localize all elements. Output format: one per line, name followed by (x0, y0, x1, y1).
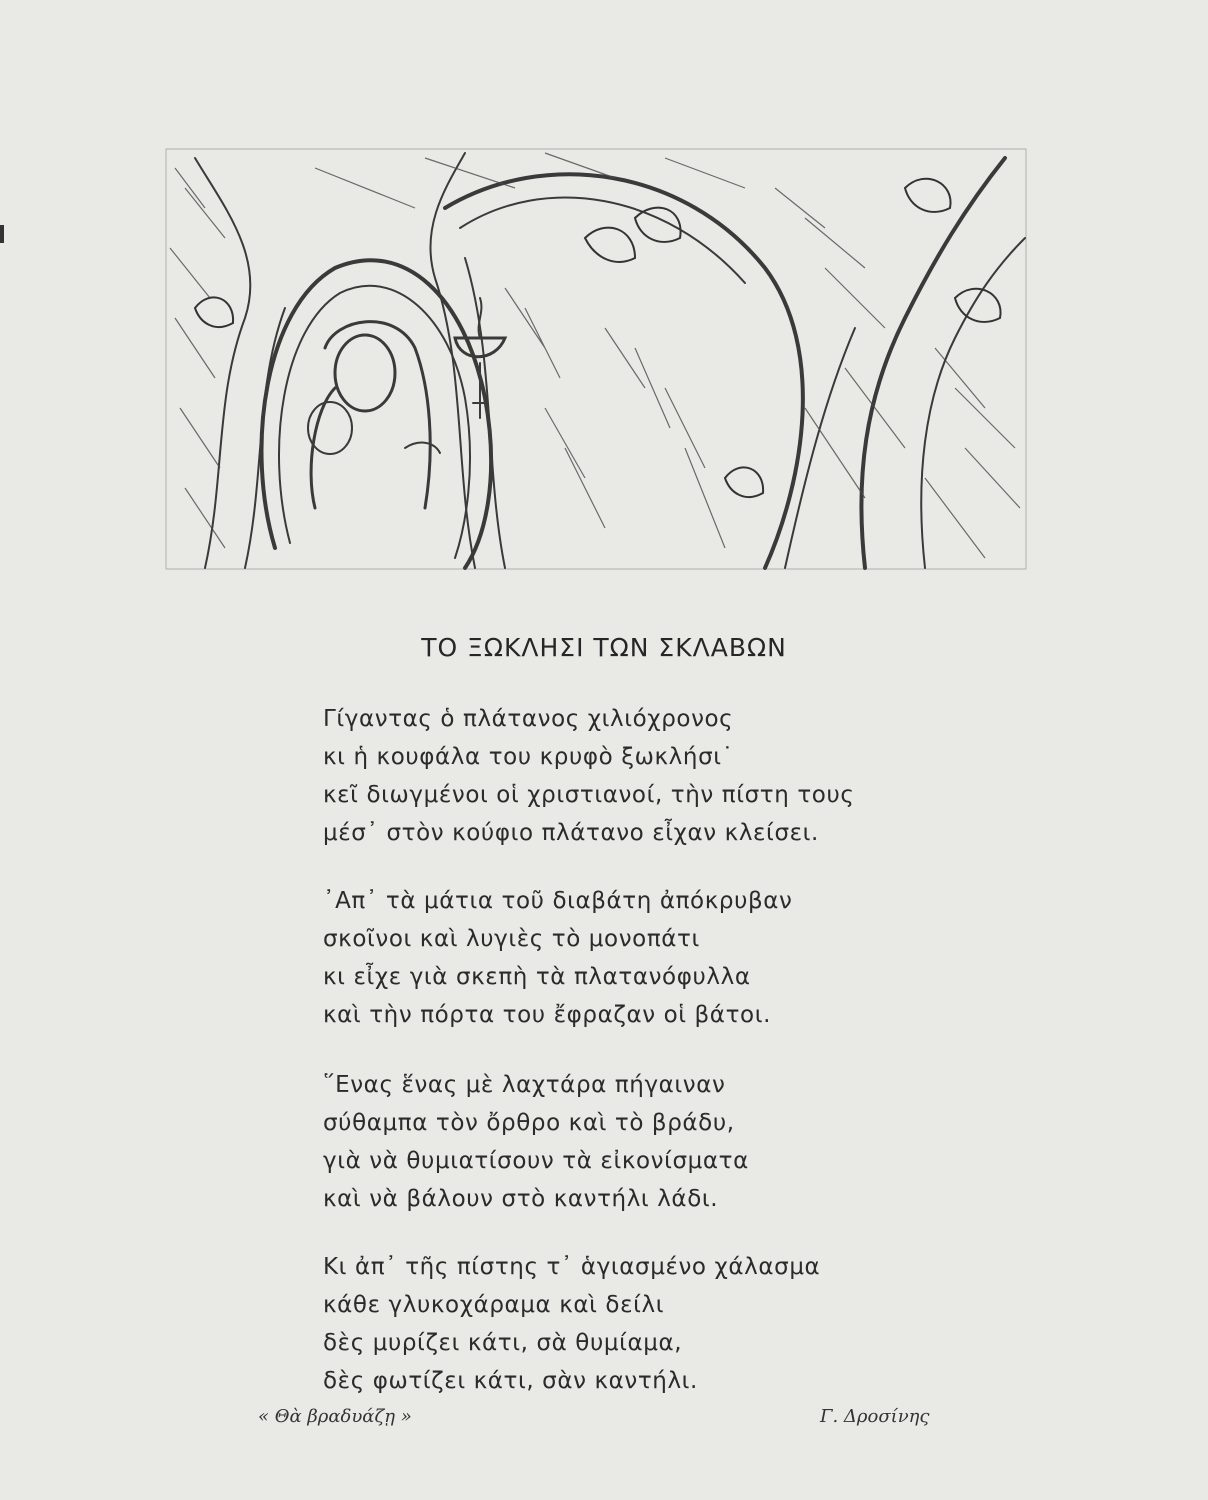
scan-edge-mark (0, 225, 4, 243)
poem-line: σύθαμπα τὸν ὄρθρο καὶ τὸ βράδυ, (323, 1110, 735, 1136)
poem-line: κι εἶχε γιὰ σκεπὴ τὰ πλατανόφυλλα (323, 964, 751, 990)
poem-line: καὶ νὰ βάλουν στὸ καντήλι λάδι. (323, 1186, 719, 1212)
poem-line: κάθε γλυκοχάραμα καὶ δείλι (323, 1292, 665, 1318)
poem-line: καὶ τὴν πόρτα του ἔφραζαν οἱ βάτοι. (323, 1002, 771, 1028)
author-name: Γ. Δροσίνης (820, 1406, 930, 1427)
poem-line: δὲς μυρίζει κάτι, σὰ θυμίαμα, (323, 1330, 683, 1356)
stanza-4 (323, 1248, 820, 1400)
woodcut-svg (165, 148, 1027, 570)
poem-line: Γίγαντας ὁ πλάτανος χιλιόχρονος (323, 706, 734, 732)
poem-line: κεῖ διωγμένοι οἱ χριστιανοί, τὴν πίστη τους (323, 782, 855, 808)
stanza-2 (323, 882, 792, 1034)
poem-line: σκοῖνοι καὶ λυγιὲς τὸ μονοπάτι (323, 926, 700, 952)
poem-line: μέσ᾽ στὸν κούφιο πλάτανο εἶχαν κλείσει. (323, 820, 819, 846)
poem-line: κι ἡ κουφάλα του κρυφὸ ξωκλήσι˙ (323, 744, 734, 770)
stanza-3 (323, 1066, 749, 1218)
poem-line: ᾽Απ᾽ τὰ μάτια τοῦ διαβάτη ἀπόκρυβαν (323, 888, 793, 914)
source-citation: « Θὰ βραδυάζῃ » (258, 1406, 412, 1427)
poem-title: ΤΟ ΞΩΚΛΗΣΙ ΤΩΝ ΣΚΛΑΒΩΝ (421, 633, 787, 662)
stanza-1 (323, 700, 854, 852)
poem-line: ῞Ενας ἕνας μὲ λαχτάρα πήγαιναν (323, 1072, 726, 1098)
woodcut-illustration (165, 148, 1027, 570)
poem-line: Κι ἀπ᾽ τῆς πίστης τ᾽ ἁγιασμένο χάλασμα (323, 1254, 821, 1280)
poem-line: γιὰ νὰ θυμιατίσουν τὰ εἰκονίσματα (323, 1148, 749, 1174)
poem-line: δὲς φωτίζει κάτι, σὰν καντήλι. (323, 1368, 698, 1394)
